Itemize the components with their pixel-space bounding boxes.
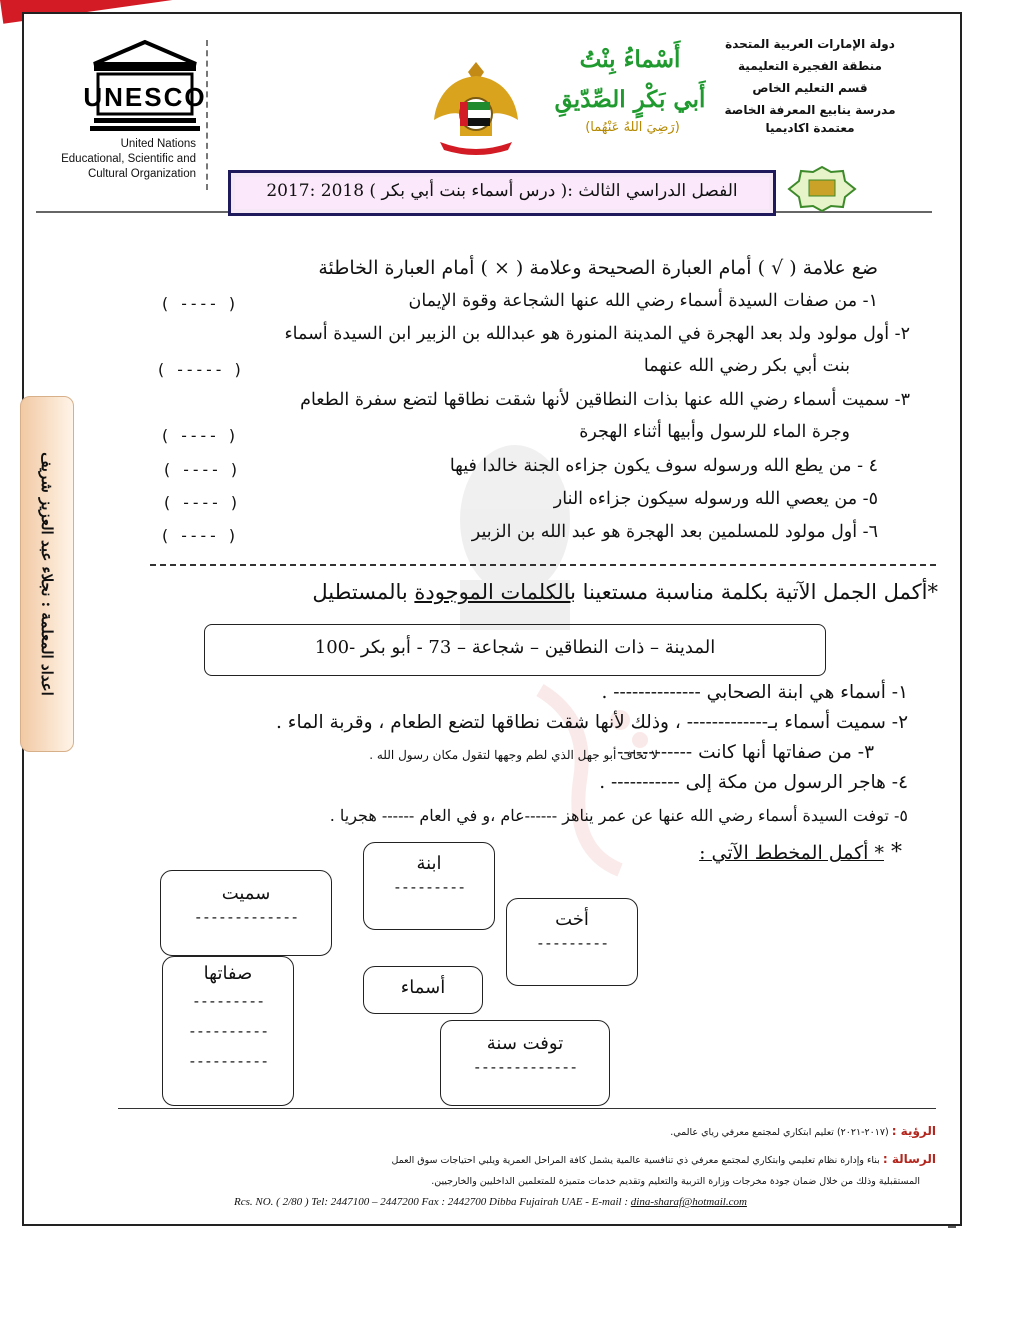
answer-blank-6[interactable]: ( ---- ) [160, 526, 238, 545]
diagram-box-traits [162, 956, 294, 1106]
vision-label: الرؤية : [891, 1124, 936, 1138]
diagram-box-blank[interactable]: ---------- [187, 1022, 269, 1040]
teacher-credit-tab [20, 396, 74, 752]
school-logo-icon [785, 166, 859, 212]
diagram-box-named [160, 870, 332, 956]
diagram-box-died [440, 1020, 610, 1106]
lesson-title-line: أَبي بَكْرٍ الصِّدّيقِ [554, 86, 706, 113]
answer-blank-5[interactable]: ( ---- ) [162, 493, 240, 512]
section2-title-prefix: *أكمل الجمل الآتية بكلمة مناسبة مستعينا [575, 580, 938, 604]
word-bank [204, 624, 826, 676]
mission-text: بناء وإدارة نظام تعليمي وابتكاري لمجتمع معرفي ذي تنافسية عالمية يشمل كافة المراحل العمرية ويلبي احتياجات سوق العمل [391, 1155, 880, 1166]
school-line: معتمدة اكاديميا [765, 121, 855, 135]
diagram-center-label: أسماء [400, 977, 446, 998]
school-info [722, 33, 898, 135]
term-box [228, 170, 776, 216]
diagram-box-blank[interactable]: ---------- [187, 1052, 269, 1070]
section2-title-underlined: بالكلمات الموجودة [414, 580, 576, 604]
unesco-caption [40, 137, 196, 182]
question-4: ٤ - من يطع الله ورسوله سوف يكون جزاءه الجنة خالدا فيها [449, 456, 878, 476]
footer-vision [670, 1124, 936, 1138]
question-3-cont: وجرة الماء للرسول وأبيها أثناء الهجرة [579, 422, 850, 442]
vision-text: (٢٠١٧-٢٠٢١) تعليم ابتكاري لمجتمع معرفي رياي عالمي. [670, 1127, 889, 1138]
answer-blank-4[interactable]: ( ---- ) [162, 460, 240, 479]
fill-item-2: ٢- سميت أسماء بـ------------- ، وذلك لأنها شقت نطاقها لتضع الطعام ، وقربة الماء . [276, 712, 908, 733]
term-box-text: الفصل الدراسي الثالث :( درس أسماء بنت أبي بكر ) 2018 :2017 [266, 181, 738, 201]
diagram-box-label: سميت [221, 883, 271, 904]
section3-title-text: * أكمل المخطط الآتي : [699, 842, 884, 864]
contact-email-link[interactable]: dina-sharaf@hotmail.com [630, 1196, 747, 1208]
lesson-title-sub: (رَضِيَ اللهُ عَنْهُما) [585, 120, 680, 135]
diagram-box-blank[interactable]: --------- [191, 992, 265, 1010]
question-2-cont: بنت أبي بكر رضي الله عنهما [643, 356, 850, 376]
uae-emblem-icon [430, 58, 522, 158]
word-bank-text: المدينة – ذات النطاقين – شجاعة – 73 - أبو بكر -100 [314, 637, 716, 658]
fill-item-5: ٥- توفت السيدة أسماء رضي الله عنها عن عمر يناهز ------عام ،و في العام ------ هجريا . [329, 806, 908, 825]
diagram-box-blank[interactable]: ------------- [472, 1058, 578, 1076]
answer-blank-1[interactable]: ( ---- ) [160, 294, 238, 313]
lesson-title-line: أَسْماءُ بِنْتُ [579, 46, 681, 73]
fill-item-4: ٤- هاجر الرسول من مكة إلى ----------- . [599, 772, 908, 793]
fill-item-3: ٣- من صفاتها أنها كانت ------------ [617, 742, 874, 763]
diagram-box-blank[interactable]: ------------- [193, 908, 299, 926]
answer-blank-3[interactable]: ( ---- ) [160, 426, 238, 445]
contact-text: Rcs. NO. ( 2/80 ) Tel: 2447100 – 2447200 Fax : 2442700 Dibba Fujairah UAE - E-mail : [234, 1196, 631, 1208]
question-5: ٥- من يعصي الله ورسوله سيكون جزاءه النار [553, 489, 878, 509]
school-line: قسم التعليم الخاص [752, 81, 868, 95]
diagram-box-label: ابنة [416, 853, 442, 874]
unesco-line: Cultural Organization [87, 168, 196, 180]
diagram-box-label: توفت سنة [486, 1033, 564, 1054]
section-divider [150, 564, 936, 566]
question-1: ١- من صفات السيدة أسماء رضي الله عنها الشجاعة وقوة الإيمان [408, 291, 878, 311]
header-dashed-separator [206, 40, 208, 190]
diagram-box-daughter [363, 842, 495, 930]
diagram-box-blank[interactable]: --------- [535, 934, 609, 952]
unesco-logo-text: UNESCO [83, 82, 207, 112]
section3-title: * * أكمل المخطط الآتي : [699, 840, 902, 865]
fill-item-1: ١- أسماء هي ابنة الصحابي -------------- . [601, 682, 908, 703]
footer-rule [118, 1108, 936, 1109]
footer-mission-cont: المستقبلية وذلك من خلال ضمان جودة مخرجات وزارة التربية والتعليم وتقديم خدمات متميزة للمتعلمين الداخليين والخارجيين. [431, 1176, 920, 1187]
answer-blank-2[interactable]: ( ----- ) [156, 360, 243, 379]
unesco-logo [83, 40, 207, 132]
diagram-box-sister [506, 898, 638, 986]
school-line: مدرسة ينابيع المعرفة الخاصة [724, 103, 896, 117]
fill-item-3-note: لا تخاف أبو جهل الذي لطم وجهها لتقول مكان رسول الله . [369, 748, 658, 762]
diagram-box-label: صفاتها [203, 963, 253, 984]
footer-mission [391, 1152, 936, 1166]
lesson-title [545, 40, 715, 120]
section2-title [312, 580, 938, 604]
question-6: ٦- أول مولود للمسلمين بعد الهجرة هو عبد الله بن الزبير [471, 522, 878, 542]
section1-instruction: ضع علامة ( √ ) أمام العبارة الصحيحة وعلامة ( × ) أمام العبارة الخاطئة [318, 257, 878, 279]
school-line: منطقة الفجيرة التعليمية [738, 59, 882, 73]
diagram-box-center [363, 966, 483, 1014]
unesco-line: Educational, Scientific and [61, 153, 196, 165]
diagram-box-label: أخت [555, 909, 589, 930]
footer-contact [234, 1196, 747, 1208]
mission-label: الرسالة : [882, 1152, 936, 1166]
question-3: ٣- سميت أسماء رضي الله عنها بذات النطاقين لأنها شقت نطاقها لتضع سفرة الطعام [300, 390, 910, 410]
section2-title-suffix: بالمستطيل [312, 580, 415, 604]
diagram-box-blank[interactable]: --------- [392, 878, 466, 896]
school-line: دولة الإمارات العربية المتحدة [725, 37, 895, 51]
unesco-line: United Nations [120, 138, 196, 150]
question-2: ٢- أول مولود ولد بعد الهجرة في المدينة المنورة هو عبدالله بن الزبير ابن السيدة أسماء [284, 324, 910, 344]
teacher-credit-text: اعداد المعلمة : نجلاء عبد العزيز شريف [38, 452, 56, 696]
